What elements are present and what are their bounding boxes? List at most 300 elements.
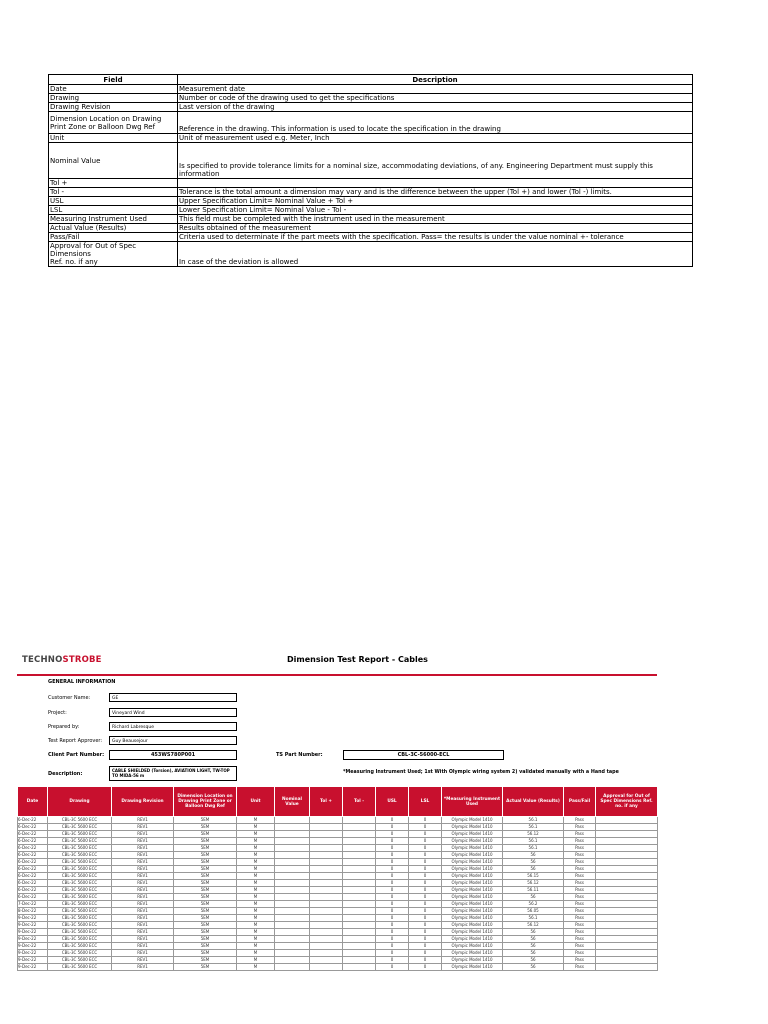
- table-cell: [310, 908, 343, 915]
- logo-text-strobe: STROBE: [62, 655, 102, 665]
- table-cell: [343, 873, 376, 880]
- table-cell: 0: [409, 824, 442, 831]
- table-cell: 56: [503, 950, 564, 957]
- table-cell: CBL-3C 5600 ECC: [48, 852, 112, 859]
- legend-field: Date: [49, 85, 178, 94]
- table-cell: Pass: [564, 915, 596, 922]
- table-cell: Pass: [564, 873, 596, 880]
- table-cell: M: [237, 887, 275, 894]
- column-header: Drawing: [48, 787, 112, 817]
- table-cell: CBL-3C 5600 ECC: [48, 957, 112, 964]
- table-cell: [596, 908, 658, 915]
- table-cell: 0: [376, 922, 409, 929]
- table-cell: [275, 915, 310, 922]
- table-cell: CBL-3C 5600 ECC: [48, 950, 112, 957]
- table-cell: [343, 950, 376, 957]
- table-cell: 5EM: [174, 873, 237, 880]
- table-cell: [343, 824, 376, 831]
- legend-row: [49, 242, 693, 267]
- table-cell: 56: [503, 929, 564, 936]
- table-cell: 0: [376, 964, 409, 971]
- table-cell: 7-Dec-22: [18, 901, 48, 908]
- table-cell: 0: [376, 831, 409, 838]
- legend-field: USL: [49, 197, 178, 206]
- table-row: [18, 901, 658, 908]
- table-cell: Olympic Model 1410: [442, 922, 503, 929]
- table-cell: Olympic Model 1410: [442, 950, 503, 957]
- table-cell: 56: [503, 957, 564, 964]
- table-cell: Olympic Model 1410: [442, 929, 503, 936]
- table-cell: REV1: [112, 852, 174, 859]
- table-cell: Pass: [564, 831, 596, 838]
- table-cell: REV1: [112, 887, 174, 894]
- table-cell: [275, 950, 310, 957]
- table-cell: [275, 880, 310, 887]
- table-cell: Pass: [564, 880, 596, 887]
- table-cell: 5EM: [174, 936, 237, 943]
- table-cell: 5EM: [174, 845, 237, 852]
- column-header: Unit: [237, 787, 275, 817]
- table-cell: 6-Dec-22: [18, 852, 48, 859]
- table-row: [18, 817, 658, 824]
- legend-field: Actual Value (Results): [49, 224, 178, 233]
- column-header: USL: [376, 787, 409, 817]
- table-cell: 0: [376, 817, 409, 824]
- table-cell: 5EM: [174, 901, 237, 908]
- table-cell: 6-Dec-22: [18, 873, 48, 880]
- table-cell: [596, 950, 658, 957]
- legend-description: Tolerance is the total amount a dimension may vary and is the difference between the upper (Tol +) and lower (Tol -) limits.: [178, 188, 693, 197]
- table-cell: 0: [376, 887, 409, 894]
- table-cell: [596, 936, 658, 943]
- customer-label: Customer Name:: [48, 695, 91, 701]
- project-label: Project:: [48, 710, 67, 716]
- legend-description: Last version of the drawing: [178, 103, 693, 112]
- table-cell: [343, 964, 376, 971]
- table-cell: REV1: [112, 845, 174, 852]
- table-cell: CBL-3C 5600 ECC: [48, 887, 112, 894]
- table-cell: 5EM: [174, 838, 237, 845]
- table-cell: 56.1: [503, 838, 564, 845]
- table-cell: 56.1: [503, 824, 564, 831]
- table-row: [18, 824, 658, 831]
- table-cell: 0: [409, 922, 442, 929]
- table-row: [18, 873, 658, 880]
- legend-header-field: Field: [49, 75, 178, 85]
- legend-row: [49, 188, 693, 197]
- table-cell: REV1: [112, 950, 174, 957]
- table-cell: 0: [409, 943, 442, 950]
- table-cell: [310, 887, 343, 894]
- table-cell: [310, 838, 343, 845]
- table-cell: 5EM: [174, 943, 237, 950]
- table-cell: [310, 950, 343, 957]
- table-cell: 56: [503, 859, 564, 866]
- table-cell: 56: [503, 936, 564, 943]
- table-cell: Pass: [564, 838, 596, 845]
- table-row: [18, 957, 658, 964]
- client-part-field: 453WS780P001: [109, 750, 237, 760]
- table-cell: 0: [376, 894, 409, 901]
- table-cell: [275, 838, 310, 845]
- legend-row: [49, 215, 693, 224]
- table-cell: [275, 824, 310, 831]
- header-divider: [17, 674, 657, 676]
- legend-row: [49, 94, 693, 103]
- table-row: [18, 950, 658, 957]
- table-cell: REV1: [112, 915, 174, 922]
- table-cell: 6-Dec-22: [18, 831, 48, 838]
- table-cell: 0: [376, 915, 409, 922]
- table-cell: 56: [503, 894, 564, 901]
- table-cell: 0: [376, 845, 409, 852]
- table-cell: [275, 936, 310, 943]
- table-cell: [275, 852, 310, 859]
- legend-description: [178, 179, 693, 188]
- table-cell: CBL-3C 5600 ECC: [48, 845, 112, 852]
- table-row: [18, 908, 658, 915]
- table-cell: [596, 957, 658, 964]
- table-cell: 0: [409, 915, 442, 922]
- table-cell: 0: [376, 824, 409, 831]
- table-cell: Pass: [564, 859, 596, 866]
- table-cell: [275, 887, 310, 894]
- legend-description: Measurement date: [178, 85, 693, 94]
- legend-description: Criteria used to determinate if the part meets with the specification. Pass= the results is under the value nominal +- tolerance: [178, 233, 693, 242]
- table-row: [18, 915, 658, 922]
- table-cell: Pass: [564, 922, 596, 929]
- table-cell: Olympic Model 1410: [442, 824, 503, 831]
- table-cell: 0: [376, 880, 409, 887]
- legend-row: [49, 143, 693, 179]
- legend-field: Measuring Instrument Used: [49, 215, 178, 224]
- table-row: [18, 887, 658, 894]
- column-header: Drawing Revision: [112, 787, 174, 817]
- table-cell: CBL-3C 5600 ECC: [48, 915, 112, 922]
- table-cell: [275, 873, 310, 880]
- legend-row: [49, 179, 693, 188]
- field-description-table: [48, 74, 693, 267]
- table-cell: REV1: [112, 859, 174, 866]
- table-cell: [343, 894, 376, 901]
- table-cell: REV1: [112, 908, 174, 915]
- legend-description: In case of the deviation is allowed: [178, 242, 693, 267]
- table-cell: 56.12: [503, 831, 564, 838]
- table-cell: REV1: [112, 929, 174, 936]
- table-cell: Olympic Model 1410: [442, 936, 503, 943]
- general-information-heading: GENERAL INFORMATION: [48, 679, 116, 685]
- table-cell: 9-Dec-22: [18, 950, 48, 957]
- table-cell: [596, 894, 658, 901]
- table-cell: Olympic Model 1410: [442, 838, 503, 845]
- table-cell: [275, 964, 310, 971]
- table-cell: 0: [409, 845, 442, 852]
- table-cell: 56: [503, 852, 564, 859]
- table-cell: [310, 880, 343, 887]
- table-cell: 6-Dec-22: [18, 866, 48, 873]
- table-cell: CBL-3C 5600 ECC: [48, 824, 112, 831]
- table-cell: Olympic Model 1410: [442, 880, 503, 887]
- table-cell: [596, 922, 658, 929]
- table-cell: 9-Dec-22: [18, 964, 48, 971]
- table-cell: [596, 943, 658, 950]
- table-cell: Olympic Model 1410: [442, 831, 503, 838]
- table-cell: REV1: [112, 824, 174, 831]
- table-cell: 0: [409, 894, 442, 901]
- technostrobe-logo: [22, 653, 102, 667]
- table-cell: 9-Dec-22: [18, 943, 48, 950]
- table-cell: [275, 859, 310, 866]
- table-cell: REV1: [112, 894, 174, 901]
- table-cell: M: [237, 866, 275, 873]
- table-cell: 5EM: [174, 880, 237, 887]
- table-cell: 0: [376, 929, 409, 936]
- table-cell: M: [237, 838, 275, 845]
- table-cell: [343, 880, 376, 887]
- table-cell: Pass: [564, 901, 596, 908]
- table-row: [18, 852, 658, 859]
- table-cell: Pass: [564, 866, 596, 873]
- table-cell: 56: [503, 943, 564, 950]
- table-cell: Olympic Model 1410: [442, 894, 503, 901]
- table-cell: [310, 894, 343, 901]
- column-header: LSL: [409, 787, 442, 817]
- table-row: [18, 929, 658, 936]
- table-cell: 9-Dec-22: [18, 957, 48, 964]
- table-cell: 56.2: [503, 901, 564, 908]
- table-cell: 0: [376, 852, 409, 859]
- table-cell: [275, 845, 310, 852]
- table-cell: 8-Dec-22: [18, 908, 48, 915]
- table-cell: [310, 824, 343, 831]
- table-cell: REV1: [112, 880, 174, 887]
- legend-row: [49, 197, 693, 206]
- description-field: CABLE SHIELDED (Torsion), AVIATION LIGHT, TW-TOP TO MIDA-56 m: [109, 766, 237, 781]
- table-cell: [275, 929, 310, 936]
- table-cell: [275, 908, 310, 915]
- legend-field: Unit: [49, 134, 178, 143]
- prepared-by-field: Richard Labresque: [109, 722, 237, 731]
- legend-field: Tol -: [49, 188, 178, 197]
- table-cell: [275, 957, 310, 964]
- table-cell: 5EM: [174, 887, 237, 894]
- table-cell: Pass: [564, 908, 596, 915]
- table-cell: 0: [409, 936, 442, 943]
- measurement-header-row: [18, 787, 658, 817]
- table-row: [18, 894, 658, 901]
- table-cell: 0: [409, 950, 442, 957]
- table-cell: 0: [376, 838, 409, 845]
- table-cell: [275, 894, 310, 901]
- table-cell: Pass: [564, 936, 596, 943]
- table-cell: 0: [376, 936, 409, 943]
- table-cell: [310, 852, 343, 859]
- table-cell: Olympic Model 1410: [442, 915, 503, 922]
- table-cell: 5EM: [174, 831, 237, 838]
- table-cell: Olympic Model 1410: [442, 817, 503, 824]
- table-cell: Olympic Model 1410: [442, 943, 503, 950]
- table-cell: [343, 817, 376, 824]
- table-row: [18, 866, 658, 873]
- table-cell: [310, 957, 343, 964]
- legend-field: Drawing: [49, 94, 178, 103]
- table-cell: REV1: [112, 943, 174, 950]
- legend-row: [49, 103, 693, 112]
- table-cell: 6-Dec-22: [18, 817, 48, 824]
- table-cell: 6-Dec-22: [18, 887, 48, 894]
- table-cell: 5EM: [174, 824, 237, 831]
- table-cell: 0: [409, 852, 442, 859]
- table-cell: 5EM: [174, 894, 237, 901]
- table-cell: 0: [376, 866, 409, 873]
- table-cell: M: [237, 922, 275, 929]
- table-cell: [310, 964, 343, 971]
- table-cell: M: [237, 901, 275, 908]
- column-header: Date: [18, 787, 48, 817]
- prepared-by-label: Prepared by:: [48, 724, 80, 730]
- ts-part-field: CBL-3C-56000-ECL: [343, 750, 504, 760]
- table-cell: [596, 873, 658, 880]
- table-cell: [275, 866, 310, 873]
- table-cell: [596, 845, 658, 852]
- report-title: Dimension Test Report - Cables: [287, 655, 428, 664]
- table-cell: [596, 859, 658, 866]
- legend-field: LSL: [49, 206, 178, 215]
- table-cell: M: [237, 859, 275, 866]
- legend-row: [49, 85, 693, 94]
- table-cell: [596, 831, 658, 838]
- table-cell: Olympic Model 1410: [442, 859, 503, 866]
- table-cell: 6-Dec-22: [18, 838, 48, 845]
- table-cell: [343, 866, 376, 873]
- table-cell: [275, 901, 310, 908]
- table-cell: Pass: [564, 957, 596, 964]
- table-cell: 0: [409, 957, 442, 964]
- legend-row: [49, 134, 693, 143]
- table-cell: [310, 929, 343, 936]
- table-cell: M: [237, 880, 275, 887]
- table-cell: [310, 845, 343, 852]
- legend-field: Dimension Location on Drawing Print Zone or Balloon Dwg Ref: [49, 112, 178, 134]
- table-cell: Pass: [564, 824, 596, 831]
- column-header: Tol +: [310, 787, 343, 817]
- table-cell: CBL-3C 5600 ECC: [48, 880, 112, 887]
- table-cell: 0: [409, 859, 442, 866]
- table-cell: Pass: [564, 943, 596, 950]
- table-cell: 0: [409, 838, 442, 845]
- table-cell: 0: [376, 908, 409, 915]
- table-cell: 9-Dec-22: [18, 929, 48, 936]
- table-cell: [310, 866, 343, 873]
- table-cell: [343, 838, 376, 845]
- legend-row: [49, 233, 693, 242]
- legend-description: This field must be completed with the instrument used in the measurement: [178, 215, 693, 224]
- table-cell: 6-Dec-22: [18, 859, 48, 866]
- table-cell: 0: [376, 859, 409, 866]
- table-cell: [343, 859, 376, 866]
- table-cell: 0: [409, 929, 442, 936]
- table-cell: CBL-3C 5600 ECC: [48, 859, 112, 866]
- table-row: [18, 838, 658, 845]
- table-cell: Olympic Model 1410: [442, 901, 503, 908]
- table-cell: 5EM: [174, 957, 237, 964]
- table-cell: [275, 817, 310, 824]
- table-cell: [310, 873, 343, 880]
- table-cell: 0: [376, 943, 409, 950]
- approver-field: Guy Beausejour: [109, 736, 237, 745]
- table-cell: Olympic Model 1410: [442, 887, 503, 894]
- legend-field: Approval for Out of Spec Dimensions Ref. no. if any: [49, 242, 178, 267]
- table-cell: [596, 866, 658, 873]
- table-cell: [310, 936, 343, 943]
- table-cell: Pass: [564, 964, 596, 971]
- table-cell: [343, 922, 376, 929]
- table-cell: M: [237, 943, 275, 950]
- table-cell: [310, 901, 343, 908]
- table-cell: CBL-3C 5600 ECC: [48, 873, 112, 880]
- table-cell: [343, 957, 376, 964]
- instrument-note: *Measuring Instrument Used; 1st With Olympic wiring system 2) validated manually with a Hand tape: [343, 770, 619, 775]
- column-header: Pass/Fail: [564, 787, 596, 817]
- table-cell: CBL-3C 5600 ECC: [48, 866, 112, 873]
- table-cell: 9-Dec-22: [18, 922, 48, 929]
- table-cell: Olympic Model 1410: [442, 852, 503, 859]
- table-cell: [596, 901, 658, 908]
- table-cell: 0: [409, 887, 442, 894]
- table-cell: 5EM: [174, 866, 237, 873]
- table-cell: Pass: [564, 817, 596, 824]
- table-cell: REV1: [112, 873, 174, 880]
- table-cell: REV1: [112, 817, 174, 824]
- table-cell: Pass: [564, 852, 596, 859]
- table-cell: 6-Dec-22: [18, 845, 48, 852]
- legend-header-row: [49, 75, 693, 85]
- table-cell: 6-Dec-22: [18, 894, 48, 901]
- table-cell: 0: [376, 950, 409, 957]
- table-cell: [596, 880, 658, 887]
- table-cell: M: [237, 817, 275, 824]
- table-cell: [596, 929, 658, 936]
- table-cell: Pass: [564, 845, 596, 852]
- legend-description: Results obtained of the measurement: [178, 224, 693, 233]
- approver-label: Test Report Approver:: [48, 738, 103, 744]
- table-cell: 0: [409, 880, 442, 887]
- table-cell: 5EM: [174, 859, 237, 866]
- table-cell: Pass: [564, 929, 596, 936]
- customer-field: GE: [109, 693, 237, 702]
- table-cell: [310, 915, 343, 922]
- table-cell: M: [237, 831, 275, 838]
- table-cell: M: [237, 845, 275, 852]
- table-cell: 5EM: [174, 817, 237, 824]
- table-cell: M: [237, 915, 275, 922]
- table-cell: REV1: [112, 964, 174, 971]
- table-row: [18, 880, 658, 887]
- table-cell: 56: [503, 964, 564, 971]
- table-row: [18, 943, 658, 950]
- table-cell: 5EM: [174, 964, 237, 971]
- dimension-test-report: [0, 640, 768, 1024]
- table-cell: 56.12: [503, 922, 564, 929]
- measurement-table: [17, 786, 658, 971]
- table-cell: Olympic Model 1410: [442, 964, 503, 971]
- table-cell: CBL-3C 5600 ECC: [48, 901, 112, 908]
- table-cell: M: [237, 908, 275, 915]
- table-cell: 6-Dec-22: [18, 880, 48, 887]
- table-cell: 56: [503, 866, 564, 873]
- table-cell: 5EM: [174, 929, 237, 936]
- table-cell: Pass: [564, 950, 596, 957]
